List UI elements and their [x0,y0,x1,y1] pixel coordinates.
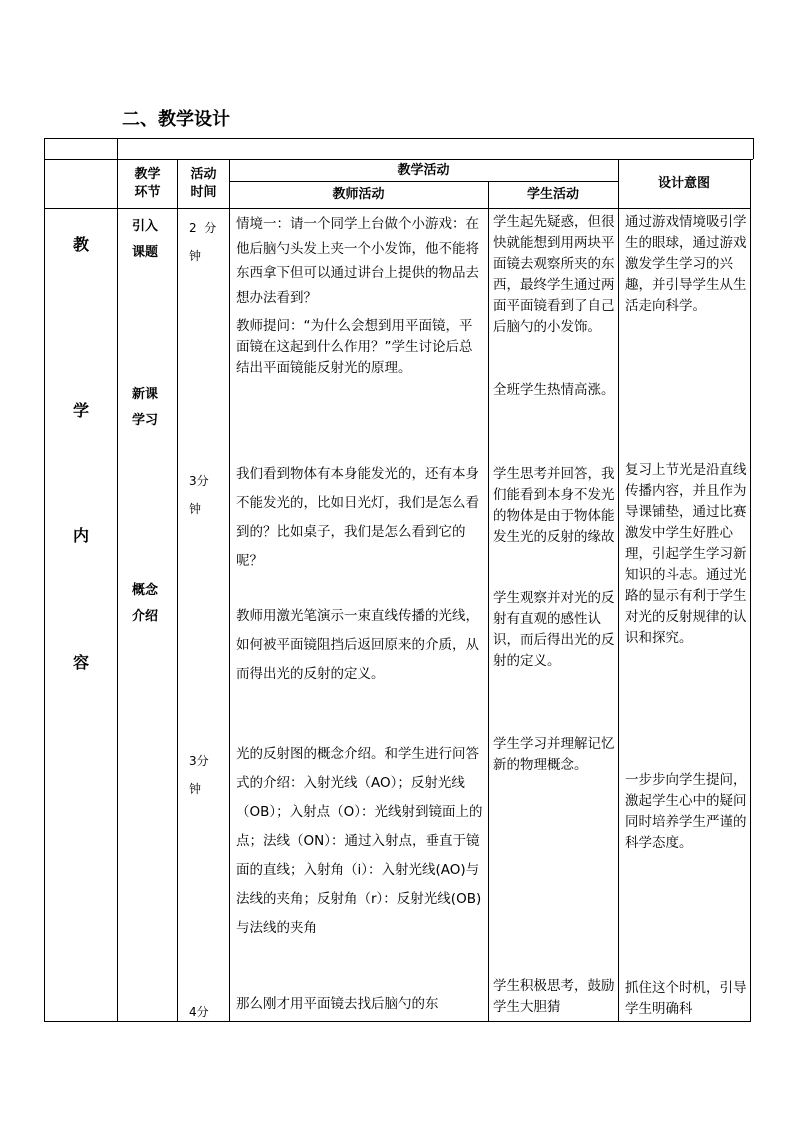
time-label: 4分 [189,1005,209,1019]
table-line-header-bottom [44,208,750,209]
teacher-activity: 教师提问：“为什么会想到用平面镜，平面镜在这起到什么作用？”学生讨论后总结出平面镜能反射光的原理。 [236,318,473,376]
stage-label: 概念 介绍 [132,583,159,624]
stage-label: 引入 课题 [132,219,159,260]
header-intent: 设计意图 [657,176,710,191]
table-col-4 [488,181,489,1022]
teacher-activity: 光的反射图的概念介绍。和学生进行问答式的介绍：入射光线（AO）；反射光线（OB）；入射点（O）：光线射到镜面上的点；法线（ON）：通过入射点，垂直于镜面的直线；入射角（i）：入射光线(AO)与法线的夹角；反射角（r）：反射光线(OB)与法线的夹角 [236,746,483,936]
design-intent: 复习上节光是沿直线传播内容，并且作为导课铺垫，通过比赛激发中学生好胜心理，引起学生学习新知识的斗志。通过光路的显示有利于学生对光的反射规律的认识和探究。 [625,462,747,646]
section-char: 学 [72,401,89,420]
student-activity: 全班学生热情高涨。 [493,382,615,398]
table-border-top [44,138,753,139]
table-border-right [750,159,751,1022]
table-col-3 [229,159,230,1022]
design-intent: 通过游戏情境吸引学生的眼球，通过游戏激发学生学习的兴趣，并引导学生从生活走向科学。 [625,214,747,314]
student-activity: 学生思考并回答，我们能看到本身不发光的物体是由于物体能发生光的反射的缘故 [493,466,615,545]
table-col-2 [177,159,178,1022]
student-activity: 学生学习并理解记忆新的物理概念。 [493,736,615,773]
teacher-activity: 那么刚才用平面镜去找后脑勺的东 [236,996,439,1012]
header-stage: 教学 环节 [134,167,161,200]
teacher-activity: 情境一：请一个同学上台做个小游戏：在他后脑勺头发上夹一个小发饰，他不能将东西拿下但可以通过讲台上提供的物品去想办法看到？ [236,216,479,306]
time-label: 3分 钟 [189,754,209,796]
section-char: 内 [72,526,89,545]
student-activity: 学生积极思考，鼓励学生大胆猜 [493,978,615,1015]
teacher-activity: 我们看到物体有本身能发光的，还有本身不能发光的，比如日光灯，我们是怎么看到的？比如桌子，我们是怎么看到它的呢？ [236,466,479,569]
student-activity: 学生观察并对光的反射有直观的感性认识，而后得出光的反射的定义。 [493,590,615,669]
section-char: 容 [72,653,89,672]
section-heading: 二、教学设计 [122,109,230,130]
time-label: 3分 钟 [189,474,209,516]
student-activity: 学生起先疑惑，但很快就能想到用两块平面镜去观察所夹的东西，最终学生通过两面平面镜看到了自己后脑勺的小发饰。 [493,214,615,335]
section-char: 教 [72,235,89,254]
teacher-activity: 教师用激光笔演示一束直线传播的光线，如何被平面镜阻挡后返回原来的介质，从而得出光的反射的定义。 [236,608,479,682]
stage-label: 新课 学习 [132,387,159,428]
header-activity: 教学活动 [397,162,450,178]
table-border-left [44,138,45,1022]
design-intent: 抓住这个时机，引导学生明确科 [625,980,747,1017]
table-col-5 [618,159,619,1022]
table-border-right-top [753,138,754,159]
design-intent: 一步步向学生提问，激起学生心中的疑问同时培养学生严谨的科学态度。 [625,772,747,851]
time-label: 2 分 钟 [189,221,217,263]
header-teacher: 教师活动 [332,187,385,202]
header-student: 学生活动 [526,187,579,202]
table-border-bottom [44,1021,750,1022]
header-time: 活动 时间 [190,167,217,200]
